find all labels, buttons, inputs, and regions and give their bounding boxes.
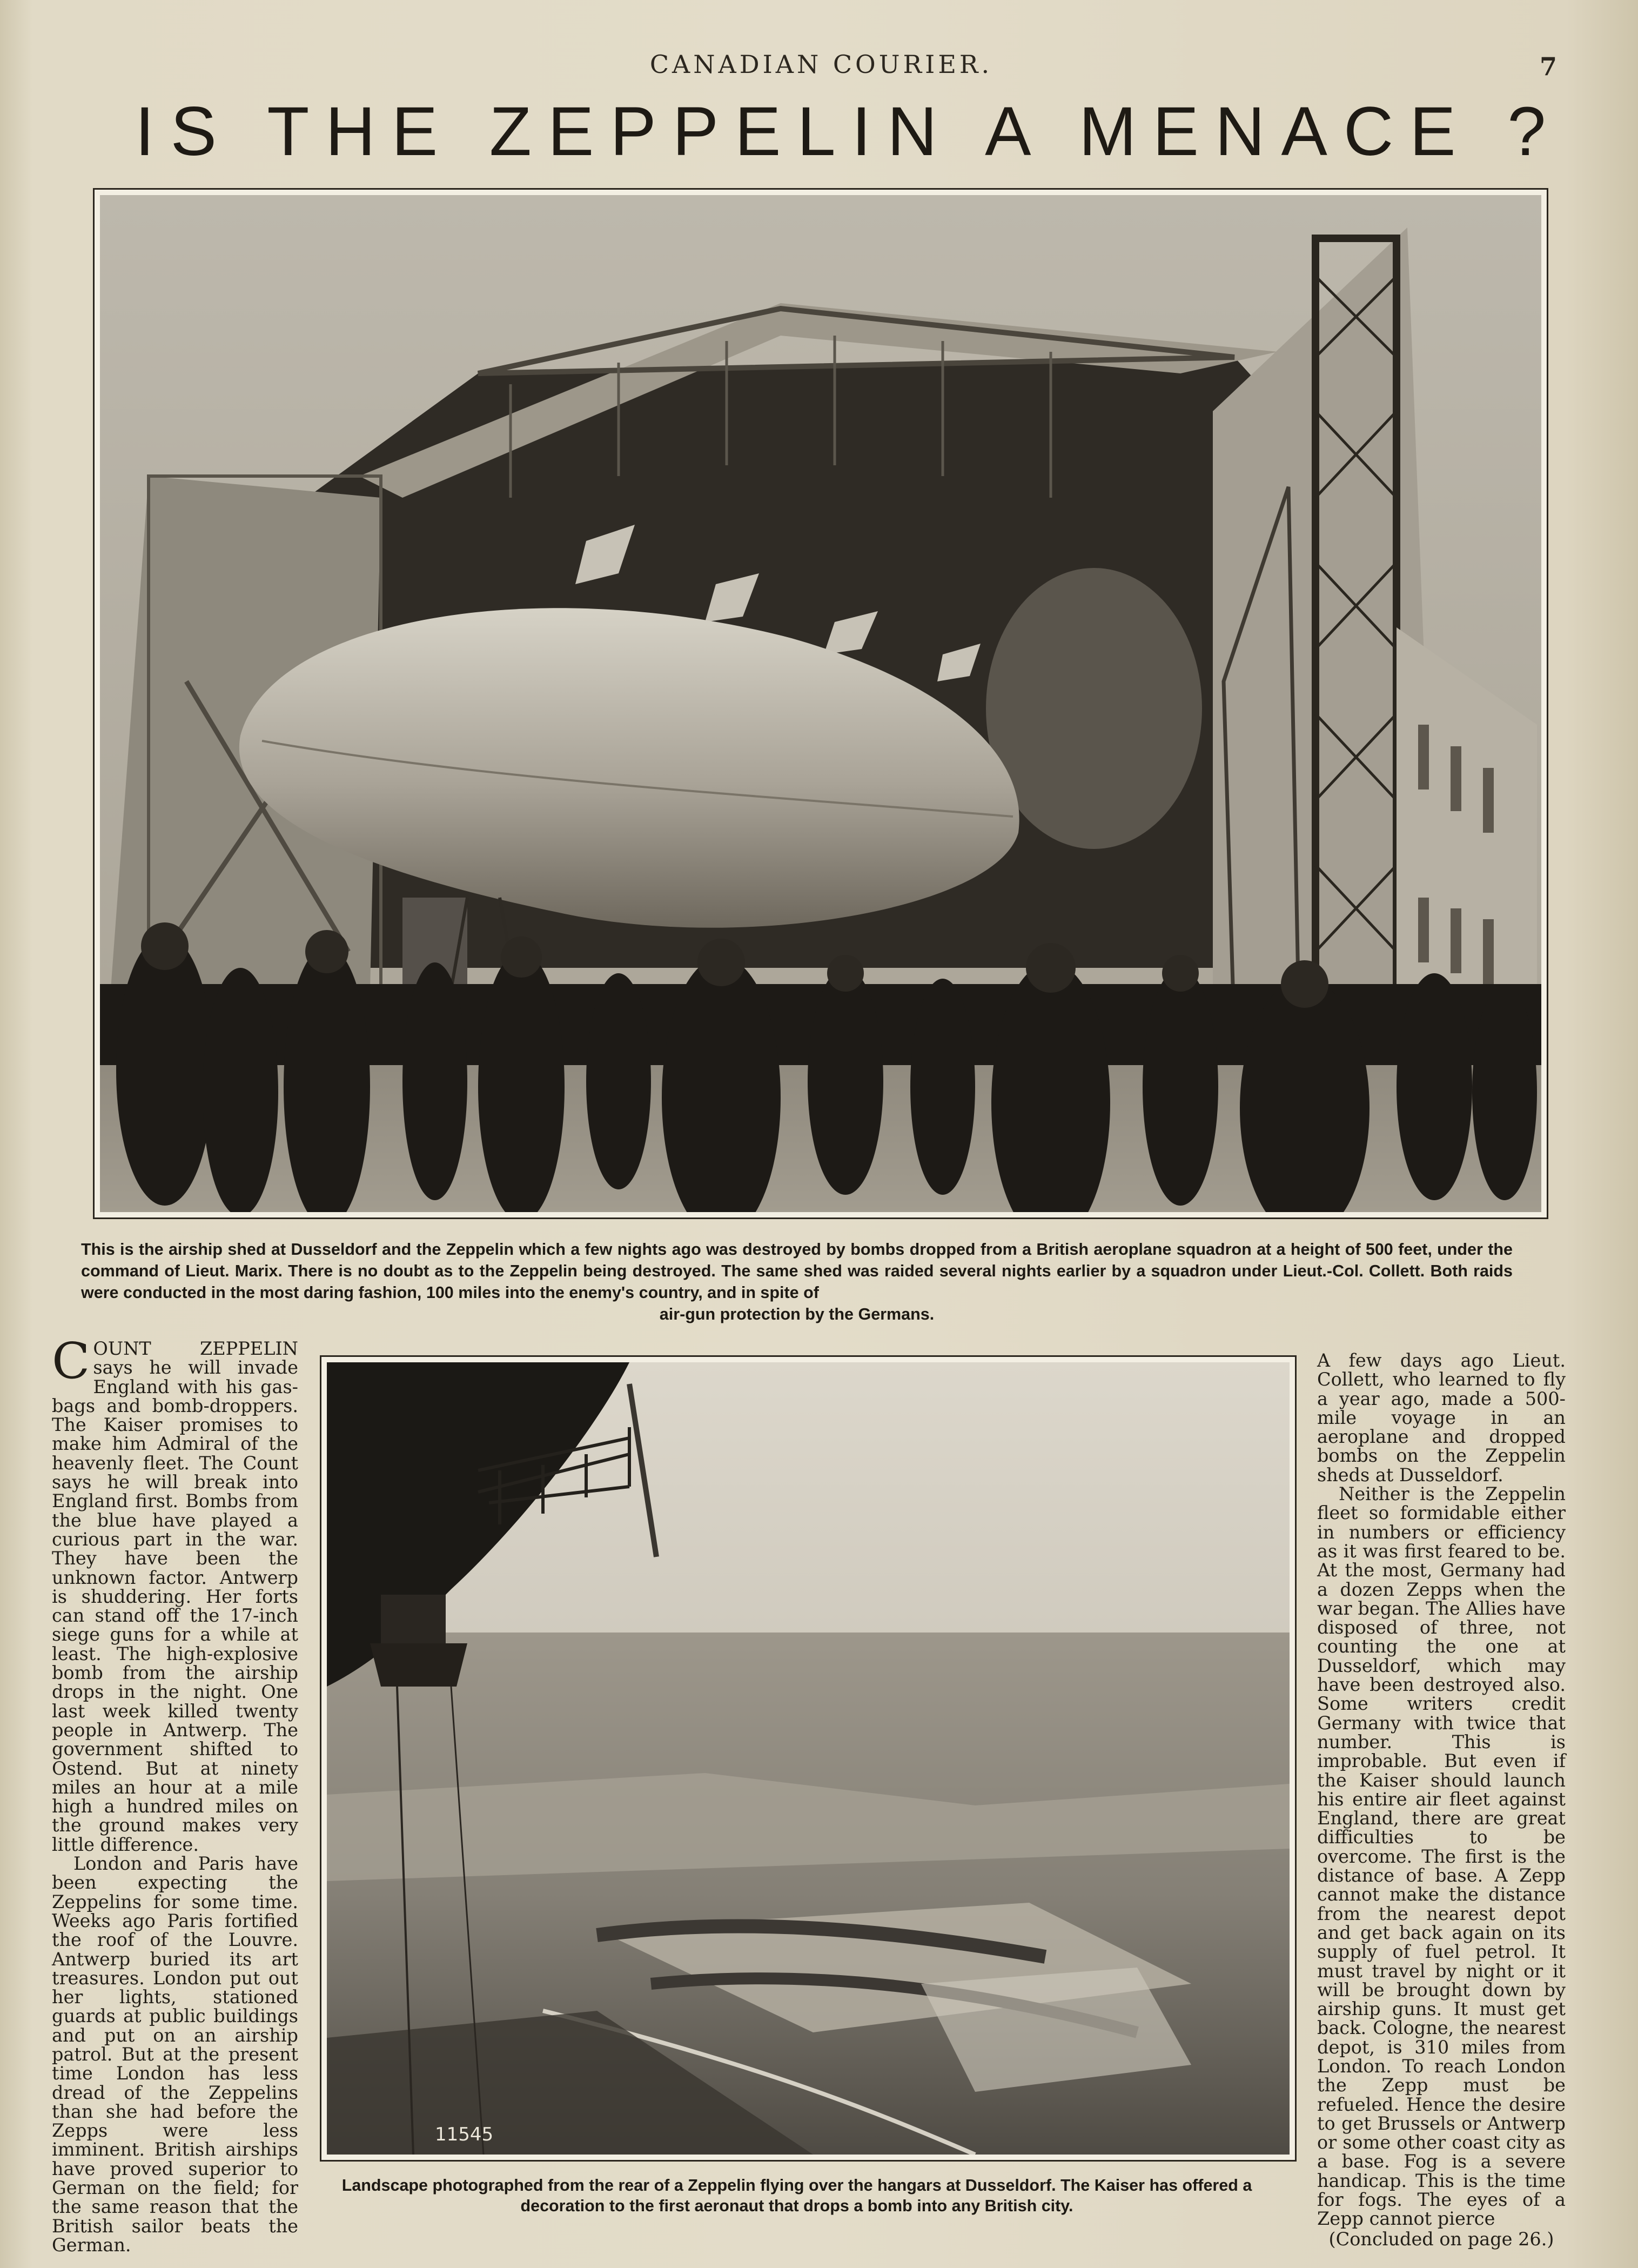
bottom-photo-caption: Landscape photographed from the rear of a Zeppelin flying over the hangars at Dusseldorf. The Kaiser has offered a decoration to the first aeronaut that drops a bomb into any British city. — [341, 2176, 1252, 2215]
article-left-column — [52, 1332, 298, 2256]
article-paragraph: COUNT ZEPPELIN says he will invade England with his gas-bags and bomb-droppers. The Kaiser promises to make him Admiral of the heavenly fleet. The Count says he will break into England first. Bombs from the blue have played a curious part in the war. They have been the unknown factor. Antwerp is shuddering. Her forts can stand off the 17-inch siege guns for a while at least. The high-explosive bomb from the airship drops in the night. One last week killed twenty people in Antwerp. The government shifted to Ostend. But at ninety miles an hour at a mile high a hundred miles on the ground makes very little difference. — [52, 1332, 298, 1855]
plate-number: 11545 — [435, 2124, 494, 2145]
top-photo-caption-text: This is the airship shed at Dusseldorf and the Zeppelin which a few nights ago was destroyed by bombs dropped from a British aeroplane squadron at a height of 500 feet, under the command of Lieut. Marix. There is no doubt as to the Zeppelin being destroyed. The same shed was raided several nights earlier by a squadron under Lieut.-Col. Collett. Both raids were conducted in the most daring fashion, 100 miles into the enemy's country, and in spite of — [81, 1240, 1513, 1302]
drop-cap: C — [52, 1332, 90, 1390]
zeppelin-shed-image — [100, 195, 1541, 1212]
zeppelin-shed-photo — [93, 188, 1548, 1219]
aerial-landscape-photo — [320, 1355, 1297, 2162]
article-paragraph: London and Paris have been expecting the Zeppelins for some time. Weeks ago Paris fortified the roof of the Louvre. Antwerp buried its art treasures. London put out her lights, stationed guards at public buildings and put on an airship patrol. But at the present time London has less dread of the Zeppelins than she had before the Zepps were less imminent. British airships have proved superior to German on the field; for the same reason that the British sailor beats the German. — [52, 1853, 298, 2256]
headline: IS THE ZEPPELIN A MENACE ? — [135, 93, 1562, 170]
top-photo-caption — [81, 1239, 1513, 1325]
continued-note: (Concluded on page 26.) — [1328, 2228, 1554, 2250]
aerial-landscape-image — [327, 1362, 1290, 2155]
top-photo-caption-last-line: air-gun protection by the Germans. — [659, 1305, 935, 1323]
article-paragraph: A few days ago Lieut. Collett, who learned to fly a year ago, made a 500-mile voyage in an aeroplane and dropped bombs on the Zeppelin sheds at Dusseldorf. — [1317, 1350, 1566, 1486]
page-number: 7 — [1540, 52, 1558, 81]
running-head: CANADIAN COURIER. — [649, 50, 993, 79]
article-paragraph: Neither is the Zeppelin fleet so formidable either in numbers or efficiency as it was first feared to be. At the most, Germany had a dozen Zepps when the war began. The Allies have disposed of three, not counting the one at Dusseldorf, which may have been destroyed also. Some writers credit Germany with twice that number. This is improbable. But even if the Kaiser should launch his entire air fleet against England, there are great difficulties to be overcome. The first is the distance of base. A Zepp cannot make the distance from the nearest depot and get back again on its supply of fuel petrol. It must travel by night or it will be brought down by airship guns. It must get back. Cologne, the nearest depot, is 310 miles from London. To reach London the Zepp must be refueled. Hence the desire to get Brussels or Antwerp or some other coast city as a base. Fog is a severe handicap. This is the time for fogs. The eyes of a Zepp cannot pierce — [1317, 1483, 1566, 2230]
article-right-column — [1317, 1351, 1566, 2249]
